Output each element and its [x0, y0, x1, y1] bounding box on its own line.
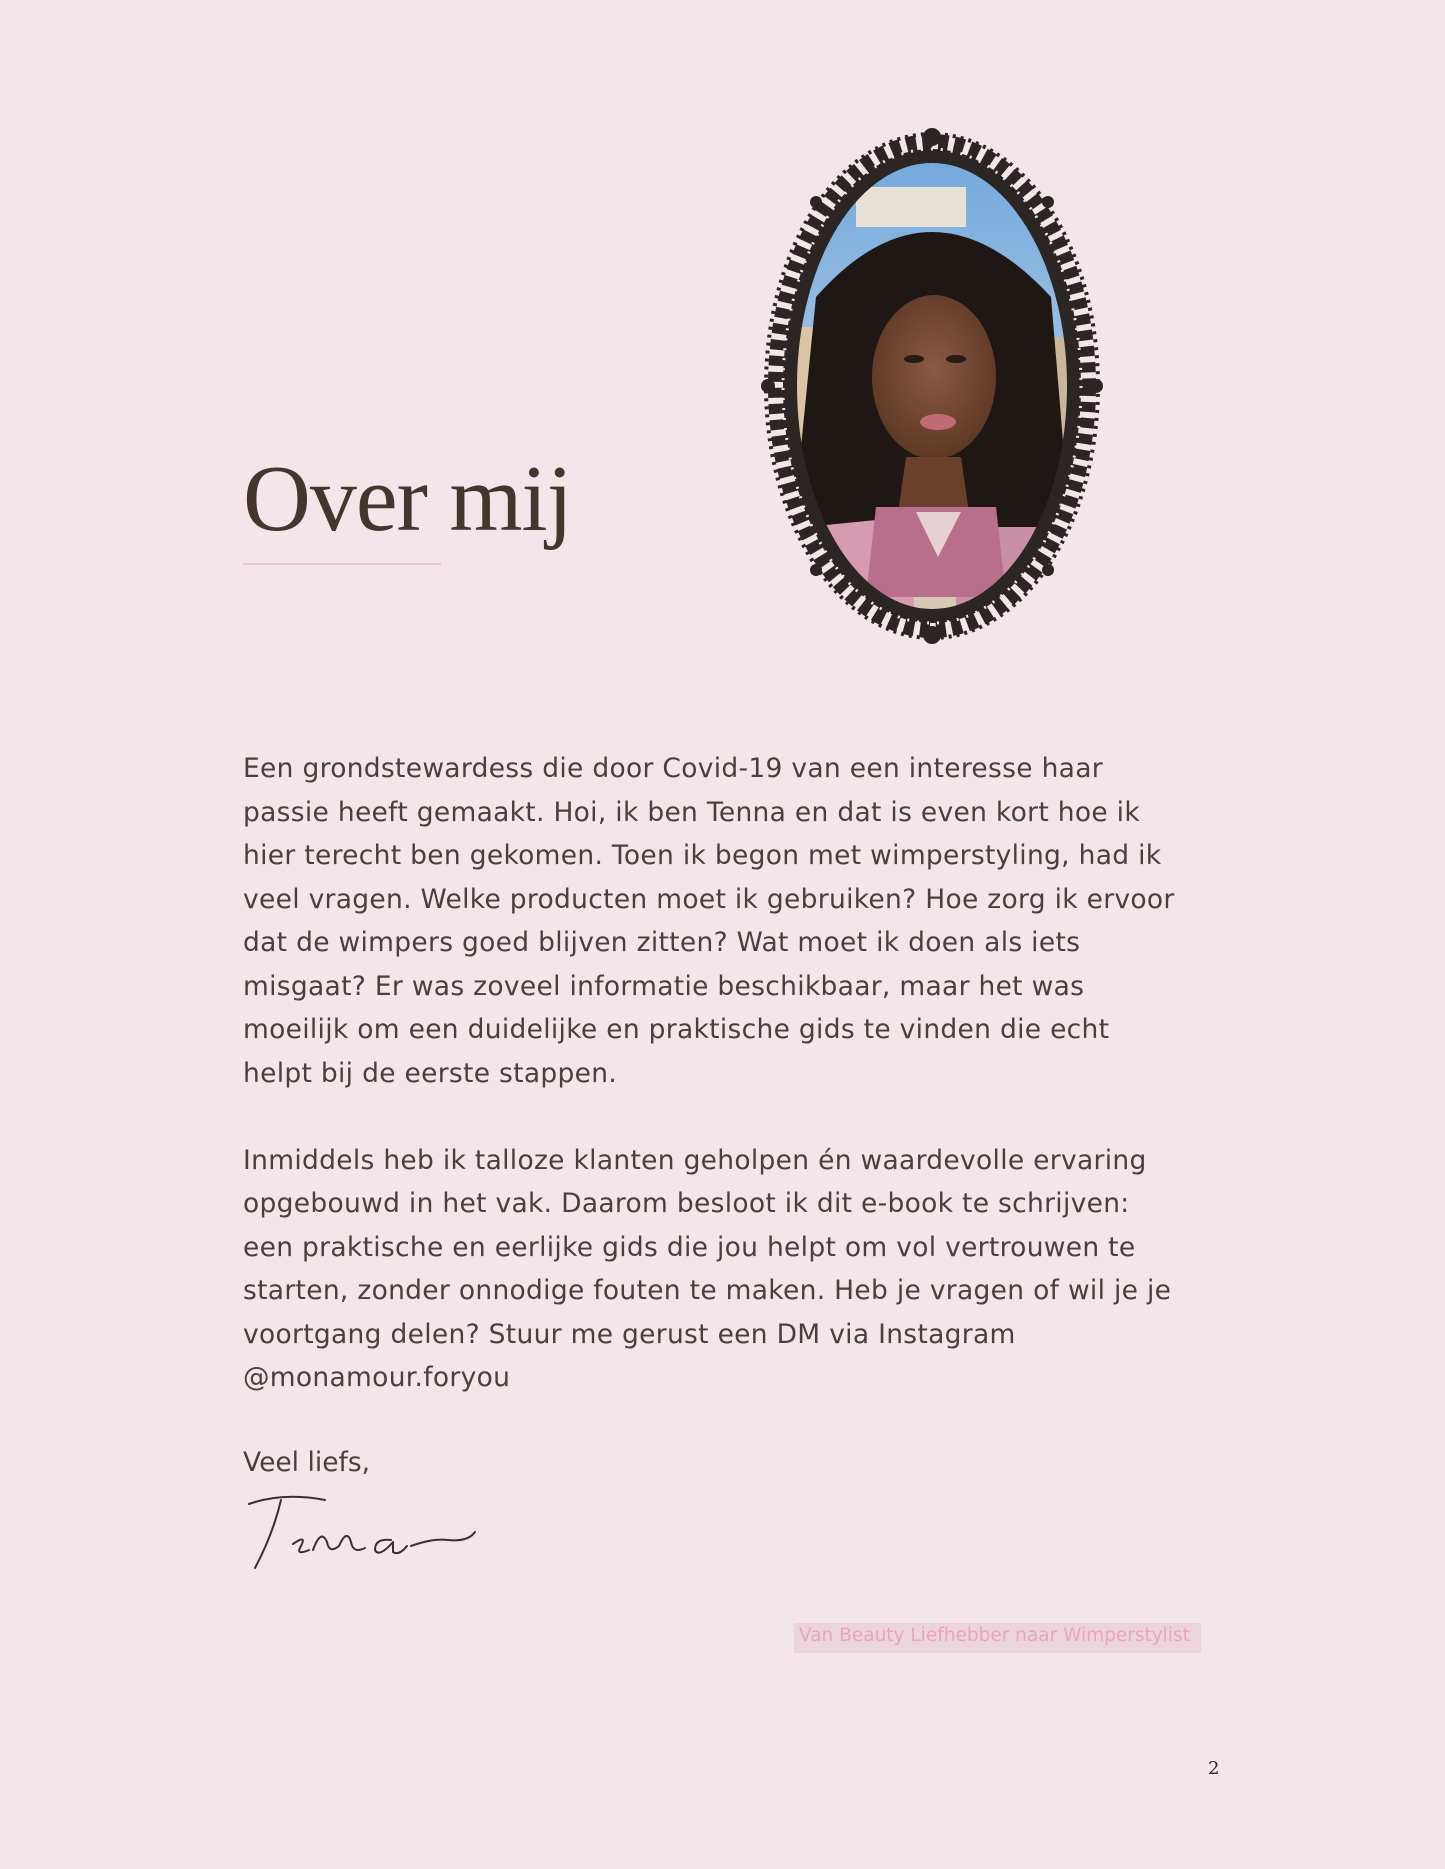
- body-text: [243, 747, 1183, 1443]
- book-subtitle-note: [794, 1623, 1201, 1653]
- title-underline: [243, 563, 441, 565]
- closing-greeting: Veel liefs,: [243, 1447, 371, 1478]
- paragraph-ebook: Inmiddels heb ik talloze klanten geholpen én waardevolle ervaring opgebouwd in het vak. Daarom besloot ik dit e-book te schrijven: een praktische en eerlijke gids die jou helpt om vol vertrouwen te starten, zonder onnodige fouten te maken. Heb je vragen of wil je je voortgang delen? Stuur me gerust een DM via Instagram @monamour.foryou: [243, 1144, 1172, 1393]
- signature-image: [243, 1484, 483, 1574]
- paragraph-intro: Een grondstewardess die door Covid-19 van een interesse haar passie heeft gemaakt. Hoi, ik ben Tenna en dat is even kort hoe ik hier terecht ben gekomen. Toen ik begon met wimperstyling, had ik veel vragen. Welke producten moet ik gebruiken? Hoe zorg ik ervoor dat de wimpers goed blijven zitten? Wat moet ik doen als iets misgaat? Er was zoveel informatie beschikbaar, maar het was moeilijk om een duidelijke en praktische gids te vinden die echt helpt bij de eerste stappen.: [243, 753, 1175, 1089]
- portrait-image: [756, 127, 1108, 645]
- page-number: 2: [1208, 1758, 1220, 1779]
- page-title: Over mij: [243, 447, 572, 551]
- book-subtitle-text: Van Beauty Liefhebber naar Wimperstylist: [799, 1625, 1190, 1646]
